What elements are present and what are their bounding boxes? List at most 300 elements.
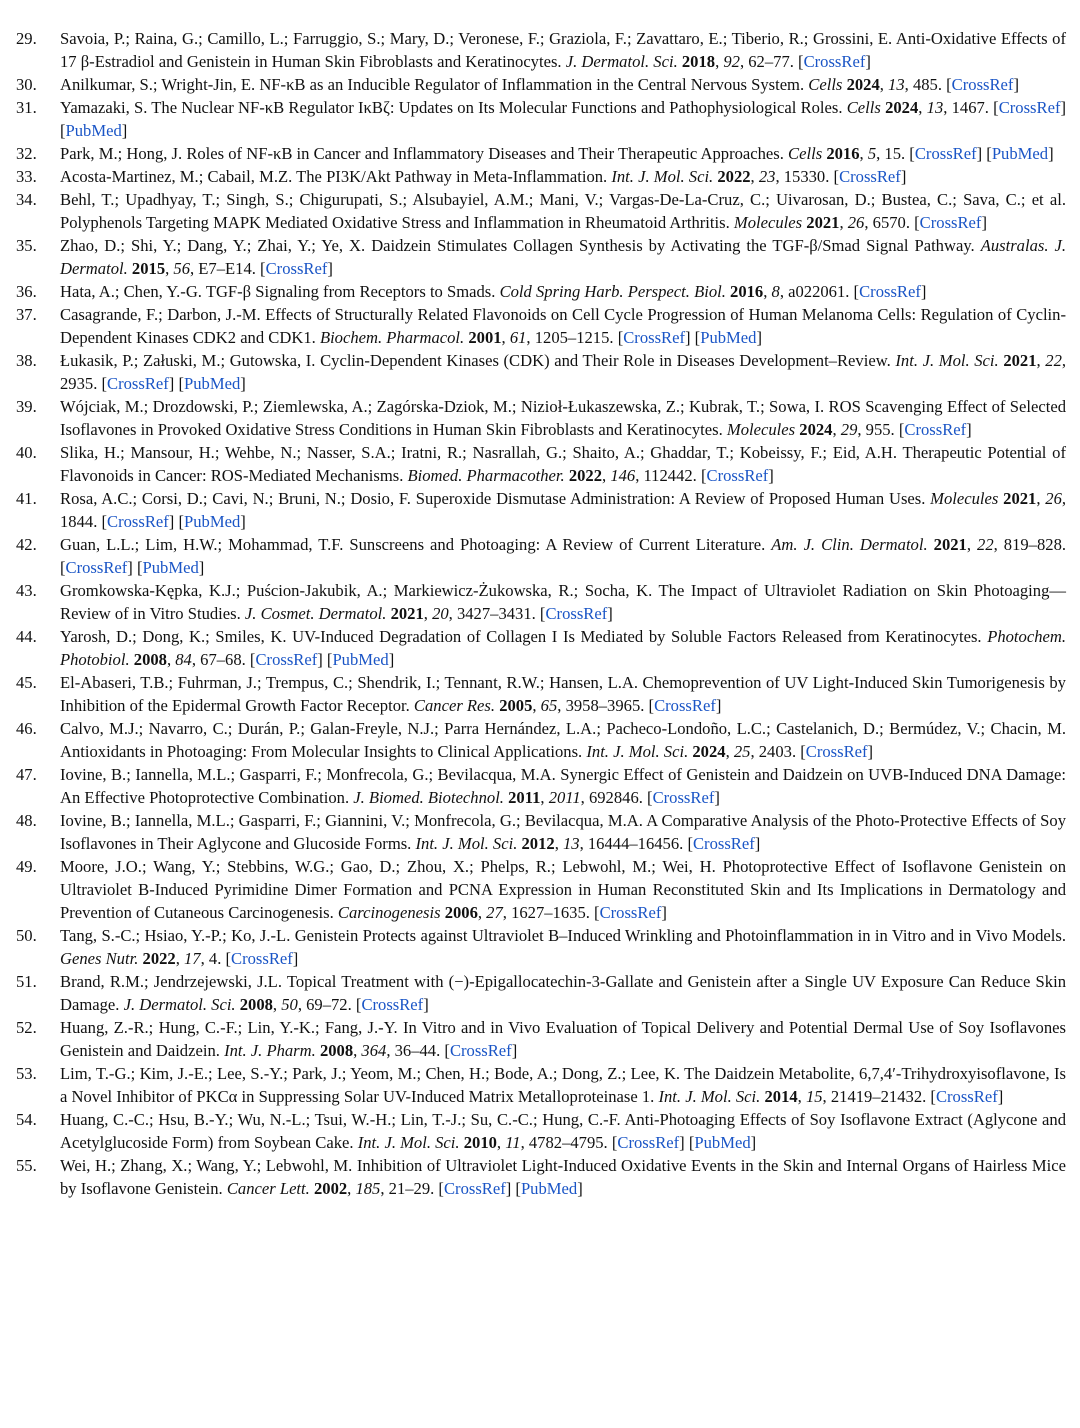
reference-pages: 1467. (951, 98, 989, 117)
crossref-link[interactable]: CrossRef (839, 167, 901, 186)
reference-volume: 25 (733, 742, 751, 761)
reference-pages: 1205–1215. (534, 328, 614, 347)
reference-item (16, 234, 1066, 280)
reference-links: [CrossRef] (535, 604, 613, 623)
reference-pages: 21–29. (388, 1179, 435, 1198)
reference-title: NF-κB as an Inducible Regulator of Inflammation in the Central Nervous System. (259, 75, 805, 94)
pubmed-link[interactable]: PubMed (991, 144, 1049, 163)
crossref-link[interactable]: CrossRef (805, 742, 868, 761)
crossref-link[interactable]: CrossRef (904, 420, 967, 439)
reference-volume: 2011 (548, 788, 581, 807)
reference-year: 2024 (799, 420, 833, 439)
reference-number: 32. (16, 144, 37, 163)
reference-pages: 692846. (588, 788, 643, 807)
reference-number: 42. (16, 535, 37, 554)
reference-volume: 5 (867, 144, 877, 163)
reference-year: 2022 (568, 466, 603, 485)
crossref-link[interactable]: CrossRef (617, 1133, 680, 1152)
reference-journal: Int. J. Mol. Sci. (357, 1133, 460, 1152)
pubmed-link[interactable]: PubMed (332, 650, 389, 669)
reference-journal: J. Cosmet. Dermatol. (244, 604, 387, 623)
crossref-link[interactable]: CrossRef (951, 75, 1014, 94)
reference-journal: J. Biomed. Biotechnol. (353, 788, 504, 807)
reference-journal: Molecules (733, 213, 803, 232)
reference-number: 40. (16, 443, 37, 462)
reference-volume: 29 (840, 420, 858, 439)
reference-volume: 185 (355, 1179, 381, 1198)
reference-item (16, 809, 1066, 855)
reference-title: Polyphenols Targeting MAPK Mediated Oxidative Stress and Inflammation in Rheumatoid Arthritis. (60, 213, 730, 232)
crossref-link[interactable]: CrossRef (361, 995, 424, 1014)
crossref-link[interactable]: CrossRef (919, 213, 982, 232)
reference-volume: 56 (173, 259, 190, 278)
reference-number: 43. (16, 581, 37, 600)
reference-journal: Int. J. Mol. Sci. (895, 351, 999, 370)
reference-body: Rosa, A.C.; Corsi, D.; Cavi, N.; Bruni, N.; Dosio, F. Superoxide Dismutase Administration: A Review of Proposed Human Uses. Molecules 2021, 26, 1844. [CrossRef] [PubMed] (60, 489, 1067, 531)
reference-title: The Daidzein Metabolite, 6,7,4′-Trihydroxyisoflavone, Is a Novel Inhibitor of PKCα in Suppressing Solar UV-Induced Matrix Metalloproteinase 1. (60, 1064, 1066, 1106)
reference-journal: Carcinogenesis (337, 903, 441, 922)
reference-item (16, 73, 1066, 96)
reference-journal: Cancer Lett. (226, 1179, 310, 1198)
reference-body: Casagrande, F.; Darbon, J.-M. Effects of Structurally Related Flavonoids on Cell Cycle Progression of Human Melanoma Cells: Regulation of Cyclin-Dependent Kinases CDK2 and CDK1. Biochem. Pharmacol. 2001, 61, 1205–1215. [CrossRef] [PubMed] (60, 305, 1066, 347)
reference-pages: 15330. (783, 167, 830, 186)
reference-authors: Behl, T.; Upadhyay, T.; Singh, S.; Chigurupati, S.; Alsubayiel, A.M.; Mani, V.; Vargas-De-La-Cruz, C.; Uivarosan, D.; Bustea, C.; Sava, C.; et al. (60, 190, 1066, 209)
reference-item (16, 27, 1066, 73)
reference-year: 2002 (313, 1179, 348, 1198)
reference-year: 2022 (142, 949, 176, 968)
reference-authors: Huang, Z.-R.; Hung, C.-F.; Lin, Y.-K.; Fang, J.-Y. (60, 1018, 398, 1037)
reference-pages: E7–E14. (198, 259, 256, 278)
reference-volume: 364 (361, 1041, 387, 1060)
reference-pages: 3958–3965. (565, 696, 645, 715)
reference-item (16, 1016, 1066, 1062)
reference-number: 36. (16, 282, 37, 301)
reference-links: [CrossRef] [PubMed] (434, 1179, 583, 1198)
reference-journal: Molecules (930, 489, 999, 508)
reference-links: [CrossRef] (941, 75, 1019, 94)
reference-number: 54. (16, 1110, 37, 1129)
reference-volume: 92 (723, 52, 740, 71)
reference-links: [CrossRef] (796, 742, 874, 761)
reference-body: Park, M.; Hong, J. Roles of NF-κB in Cancer and Inflammatory Diseases and Their Therapeutic Approaches. Cells 2016, 5, 15. [CrossRef] [PubMed] (60, 144, 1054, 163)
reference-links: [CrossRef] (926, 1087, 1004, 1106)
reference-pages: 2935. (60, 374, 98, 393)
reference-year: 2024 (846, 75, 880, 94)
reference-item (16, 441, 1066, 487)
reference-pages: 67–68. (200, 650, 246, 669)
reference-journal: Molecules (726, 420, 796, 439)
reference-pages: 112442. (643, 466, 697, 485)
reference-volume: 22 (977, 535, 994, 554)
reference-item (16, 1108, 1066, 1154)
reference-authors: Slika, H.; Mansour, H.; Wehbe, N.; Nasser, S.A.; Iratni, R.; Nasrallah, G.; Shaito, A.; Ghaddar, T.; Kobeissy, F.; Eid, A.H. (60, 443, 898, 462)
reference-links: [CrossRef] [PubMed] (60, 98, 1066, 140)
reference-title: Photoprotective Effect of Isoflavone Genistein on Ultraviolet B-Induced Pyrimidine Dimer Formation and PCNA Expression in Human Reconstituted Skin and Its Implications in Dermatology and Prevention of Cutaneous Carcinogenesis. (60, 857, 1067, 922)
reference-title: The Impact of Ultraviolet Radiation on Skin Photoaging—Review of in Vitro Studies. (60, 581, 1066, 623)
crossref-link[interactable]: CrossRef (65, 558, 128, 577)
reference-year: 2024 (692, 742, 726, 761)
reference-journal: Int. J. Mol. Sci. (658, 1087, 761, 1106)
reference-year: 2021 (1003, 489, 1037, 508)
reference-pages: 4782–4795. (528, 1133, 608, 1152)
reference-volume: 13 (926, 98, 944, 117)
reference-item (16, 533, 1066, 579)
reference-body: Guan, L.L.; Lim, H.W.; Mohammad, T.F. Sunscreens and Photoaging: A Review of Current Literature. Am. J. Clin. Dermatol. 2021, 22, 819–828. [CrossRef] [PubMed] (60, 535, 1067, 577)
reference-number: 31. (16, 98, 37, 117)
reference-pages: 819–828. (1003, 535, 1067, 554)
reference-item (16, 717, 1066, 763)
pubmed-link[interactable]: PubMed (184, 512, 241, 531)
reference-year: 2022 (717, 167, 751, 186)
reference-number: 45. (16, 673, 37, 692)
reference-year: 2001 (468, 328, 502, 347)
pubmed-link[interactable]: PubMed (694, 1133, 751, 1152)
reference-links: [CrossRef] (589, 903, 667, 922)
reference-item (16, 487, 1066, 533)
reference-title: Therapeutic Potential of Flavonoids in Cancer: ROS-Mediated Mechanisms. (60, 443, 1066, 485)
reference-title: Roles of NF-κB in Cancer and Inflammatory Diseases and Their Therapeutic Approaches. (186, 144, 784, 163)
reference-title: Sunscreens and Photoaging: A Review of Current Literature. (349, 535, 766, 554)
reference-body: Yarosh, D.; Dong, K.; Smiles, K. UV-Induced Degradation of Collagen I Is Mediated by Soluble Factors Released from Keratinocytes. Photochem. Photobiol. 2008, 84, 67–68. [CrossRef] [PubMed] (60, 627, 1066, 669)
crossref-link[interactable]: CrossRef (231, 949, 293, 968)
reference-links: [CrossRef] [PubMed] (97, 512, 246, 531)
reference-pages: 21419–21432. (830, 1087, 927, 1106)
reference-links: [CrossRef] (644, 696, 722, 715)
reference-journal: J. Dermatol. Sci. (565, 52, 678, 71)
reference-journal: Int. J. Mol. Sci. (611, 167, 714, 186)
reference-body: Zhao, D.; Shi, Y.; Dang, Y.; Zhai, Y.; Ye, X. Daidzein Stimulates Collagen Synthesis by Activating the TGF-β/Smad Signal Pathway. Australas. J. Dermatol. 2015, 56, E7–E14. [CrossRef] (60, 236, 1066, 278)
reference-number: 50. (16, 926, 37, 945)
reference-body: El-Abaseri, T.B.; Fuhrman, J.; Trempus, C.; Shendrik, I.; Tennant, R.W.; Hansen, L.A. Chemoprevention of UV Light-Induced Skin Tumorigenesis by Inhibition of the Epidermal Growth Factor Receptor. Cancer Res. 2005, 65, 3958–3965. [CrossRef] (60, 673, 1066, 715)
reference-year: 2021 (806, 213, 840, 232)
reference-authors: Lim, T.-G.; Kim, J.-E.; Lee, S.-Y.; Park, J.; Yeom, M.; Chen, H.; Bode, A.; Dong, Z.; Lee, K. (60, 1064, 681, 1083)
reference-number: 48. (16, 811, 37, 830)
reference-links: [CrossRef] [PubMed] (60, 558, 205, 577)
reference-volume: 27 (486, 903, 503, 922)
reference-number: 41. (16, 489, 37, 508)
reference-body: Yamazaki, S. The Nuclear NF-κB Regulator IκBζ: Updates on Its Molecular Functions and Pathophysiological Roles. Cells 2024, 13, 1467. [CrossRef] [PubMed] (60, 98, 1066, 140)
reference-body: Hata, A.; Chen, Y.-G. TGF-β Signaling from Receptors to Smads. Cold Spring Harb. Perspect. Biol. 2016, 8, a022061. [CrossRef] (60, 282, 927, 301)
reference-item (16, 188, 1066, 234)
reference-year: 2008 (319, 1041, 354, 1060)
reference-pages: 2403. (758, 742, 797, 761)
reference-authors: Hata, A.; Chen, Y.-G. (60, 282, 202, 301)
reference-pages: a022061. (788, 282, 850, 301)
reference-links: [CrossRef] (642, 788, 720, 807)
reference-body: Łukasik, P.; Załuski, M.; Gutowska, I. Cyclin-Dependent Kinases (CDK) and Their Role in Diseases Development–Review. Int. J. Mol. Sci. 2021, 22, 2935. [CrossRef] [PubMed] (60, 351, 1067, 393)
reference-item (16, 579, 1066, 625)
reference-body: Wei, H.; Zhang, X.; Wang, Y.; Lebwohl, M. Inhibition of Ultraviolet Light-Induced Oxidative Events in the Skin and Internal Organs of Hairless Mice by Isoflavone Genistein. Cancer Lett. 2002, 185, 21–29. [CrossRef] [PubMed] (60, 1156, 1067, 1198)
reference-volume: 11 (505, 1133, 521, 1152)
crossref-link[interactable]: CrossRef (935, 1087, 998, 1106)
reference-year: 2016 (826, 144, 860, 163)
reference-authors: Łukasik, P.; Załuski, M.; Gutowska, I. (60, 351, 316, 370)
pubmed-link[interactable]: PubMed (142, 558, 199, 577)
reference-item (16, 763, 1066, 809)
reference-year: 2021 (933, 535, 967, 554)
reference-body: Iovine, B.; Iannella, M.L.; Gasparri, F.; Giannini, V.; Monfrecola, G.; Bevilacqua, M.A. A Comparative Analysis of the Photo-Protective Effects of Soy Isoflavones in Their Aglycone and Glucoside Forms. Int. J. Mol. Sci. 2012, 13, 16444–16456. [CrossRef] (60, 811, 1066, 853)
reference-title: The PI3K/Akt Pathway in Meta-Inflammation. (296, 167, 608, 186)
reference-number: 44. (16, 627, 37, 646)
reference-body: Brand, R.M.; Jendrzejewski, J.L. Topical Treatment with (−)-Epigallocatechin-3-Gallate and Genistein after a Single UV Exposure Can Reduce Skin Damage. J. Dermatol. Sci. 2008, 50, 69–72. [CrossRef] (60, 972, 1066, 1014)
reference-body: Anilkumar, S.; Wright-Jin, E. NF-κB as an Inducible Regulator of Inflammation in the Central Nervous System. Cells 2024, 13, 485. [CrossRef] (60, 75, 1019, 94)
reference-links: [CrossRef] (221, 949, 299, 968)
reference-number: 29. (16, 29, 37, 48)
reference-year: 2016 (730, 282, 764, 301)
reference-item (16, 625, 1066, 671)
reference-year: 2008 (133, 650, 167, 669)
reference-title: In Vitro and in Vivo Evaluation of Topical Delivery and Potential Dermal Use of Soy Isoflavones Genistein and Daidzein. (60, 1018, 1066, 1060)
reference-links: [CrossRef] [PubMed] (245, 650, 395, 669)
reference-links: [CrossRef] [PubMed] (607, 1133, 757, 1152)
crossref-link[interactable]: CrossRef (998, 98, 1061, 117)
reference-item (16, 924, 1066, 970)
reference-number: 53. (16, 1064, 37, 1083)
reference-volume: 146 (610, 466, 636, 485)
reference-year: 2010 (463, 1133, 497, 1152)
reference-links: [CrossRef] [PubMed] (97, 374, 246, 393)
reference-authors: Guan, L.L.; Lim, H.W.; Mohammad, T.F. (60, 535, 344, 554)
crossref-link[interactable]: CrossRef (692, 834, 755, 853)
reference-title: The Nuclear NF-κB Regulator IκBζ: Updates on Its Molecular Functions and Pathophysiological Roles. (151, 98, 843, 117)
reference-title: ROS Scavenging Effect of Selected Isoflavones in Provoked Oxidative Stress Conditions in Human Skin Fibroblasts and Keratinocytes. (60, 397, 1066, 439)
reference-body: Wójciak, M.; Drozdowski, P.; Ziemlewska, A.; Zagórska-Dziok, M.; Nizioł-Łukaszewska, Z.; Kubrak, T.; Sowa, I. ROS Scavenging Effect of Selected Isoflavones in Provoked Oxidative Stress Conditions in Human Skin Fibroblasts and Keratinocytes. Molecules 2024, 29, 955. [CrossRef] (60, 397, 1066, 439)
reference-body: Iovine, B.; Iannella, M.L.; Gasparri, F.; Monfrecola, G.; Bevilacqua, M.A. Synergic Effect of Genistein and Daidzein on UVB-Induced DNA Damage: An Effective Photoprotective Combination. J. Biomed. Biotechnol. 2011, 2011, 692846. [CrossRef] (60, 765, 1067, 807)
reference-pages: 69–72. (306, 995, 352, 1014)
reference-authors: Gromkowska-Kępka, K.J.; Puścion-Jakubik, A.; Markiewicz-Żukowska, R.; Socha, K. (60, 581, 653, 600)
reference-body: Huang, Z.-R.; Hung, C.-F.; Lin, Y.-K.; Fang, J.-Y. In Vitro and in Vivo Evaluation of Topical Delivery and Potential Dermal Use of Soy Isoflavones Genistein and Daidzein. Int. J. Pharm. 2008, 364, 36–44. [CrossRef] (60, 1018, 1066, 1060)
reference-number: 38. (16, 351, 37, 370)
reference-links: [CrossRef] [PubMed] (613, 328, 762, 347)
reference-links: [CrossRef] (696, 466, 774, 485)
reference-number: 37. (16, 305, 37, 324)
reference-pages: 62–77. (748, 52, 794, 71)
crossref-link[interactable]: CrossRef (706, 466, 769, 485)
crossref-link[interactable]: CrossRef (654, 696, 716, 715)
reference-body: Calvo, M.J.; Navarro, C.; Durán, P.; Galan-Freyle, N.J.; Parra Hernández, L.A.; Pacheco-Londoño, L.C.; Castelanich, D.; Bermúdez, V.; Chacin, M. Antioxidants in Photoaging: From Molecular Insights to Clinical Applications. Int. J. Mol. Sci. 2024, 25, 2403. [CrossRef] (60, 719, 1066, 761)
reference-title: Anti-Oxidative Effects of 17 β-Estradiol and Genistein in Human Skin Fibroblasts and Keratinocytes. (60, 29, 1066, 71)
reference-links: [CrossRef] (351, 995, 429, 1014)
reference-journal: Am. J. Clin. Dermatol. (771, 535, 928, 554)
reference-body: Acosta-Martinez, M.; Cabail, M.Z. The PI3K/Akt Pathway in Meta-Inflammation. Int. J. Mol. Sci. 2022, 23, 15330. [CrossRef] (60, 167, 907, 186)
reference-authors: Wójciak, M.; Drozdowski, P.; Ziemlewska, A.; Zagórska-Dziok, M.; Nizioł-Łukaszewska, Z.; Kubrak, T.; Sowa, I. (60, 397, 825, 416)
reference-item (16, 395, 1066, 441)
crossref-link[interactable]: CrossRef (265, 259, 328, 278)
crossref-link[interactable]: CrossRef (255, 650, 318, 669)
crossref-link[interactable]: CrossRef (443, 1179, 506, 1198)
reference-item (16, 1062, 1066, 1108)
reference-item (16, 970, 1066, 1016)
reference-volume: 26 (847, 213, 865, 232)
reference-pages: 3427–3431. (456, 604, 536, 623)
reference-authors: Rosa, A.C.; Corsi, D.; Cavi, N.; Bruni, N.; Dosio, F. (60, 489, 411, 508)
reference-year: 2015 (131, 259, 166, 278)
reference-links: [CrossRef] [PubMed] (905, 144, 1054, 163)
reference-journal: Int. J. Mol. Sci. (586, 742, 689, 761)
reference-item (16, 855, 1066, 924)
reference-year: 2018 (681, 52, 716, 71)
reference-links: [CrossRef] (894, 420, 972, 439)
reference-year: 2012 (521, 834, 555, 853)
reference-authors: Brand, R.M.; Jendrzejewski, J.L. (60, 972, 282, 991)
reference-volume: 15 (805, 1087, 823, 1106)
reference-authors: El-Abaseri, T.B.; Fuhrman, J.; Trempus, C.; Shendrik, I.; Tennant, R.W.; Hansen, L.A. (60, 673, 638, 692)
reference-year: 2006 (444, 903, 478, 922)
reference-authors: Yamazaki, S. (60, 98, 148, 117)
reference-links: [CrossRef] (909, 213, 987, 232)
reference-body: Behl, T.; Upadhyay, T.; Singh, S.; Chigurupati, S.; Alsubayiel, A.M.; Mani, V.; Vargas-De-La-Cruz, C.; Uivarosan, D.; Bustea, C.; Sava, C.; et al. Polyphenols Targeting MAPK Mediated Oxidative Stress and Inflammation in Rheumatoid Arthritis. Molecules 2021, 26, 6570. [CrossRef] (60, 190, 1066, 232)
reference-title: Cyclin-Dependent Kinases (CDK) and Their Role in Diseases Development–Review. (320, 351, 891, 370)
reference-journal: Biochem. Pharmacol. (319, 328, 465, 347)
reference-number: 34. (16, 190, 37, 209)
reference-volume: 13 (888, 75, 905, 94)
reference-journal: Biomed. Pharmacother. (407, 466, 565, 485)
reference-title: Anti-Photoaging Effects of Soy Isoflavone Extract (Aglycone and Acetylglucoside Form) from Soybean Cake. (60, 1110, 1066, 1152)
reference-journal: Cancer Res. (413, 696, 496, 715)
reference-volume: 20 (432, 604, 449, 623)
reference-authors: Park, M.; Hong, J. (60, 144, 183, 163)
reference-pages: 16444–16456. (587, 834, 684, 853)
reference-title: Antioxidants in Photoaging: From Molecular Insights to Clinical Applications. (60, 742, 583, 761)
reference-journal: Int. J. Pharm. (224, 1041, 316, 1060)
reference-pages: 955. (865, 420, 895, 439)
reference-item (16, 165, 1066, 188)
pubmed-link[interactable]: PubMed (520, 1179, 578, 1198)
crossref-link[interactable]: CrossRef (599, 903, 662, 922)
reference-item (16, 349, 1066, 395)
reference-year: 2021 (390, 604, 424, 623)
reference-year: 2024 (885, 98, 919, 117)
reference-year: 2021 (1003, 351, 1037, 370)
reference-pages: 15. (884, 144, 906, 163)
pubmed-link[interactable]: PubMed (700, 328, 757, 347)
reference-volume: 50 (281, 995, 298, 1014)
reference-title: Daidzein Stimulates Collagen Synthesis by Activating the TGF-β/Smad Signal Pathway. (371, 236, 975, 255)
crossref-link[interactable]: CrossRef (652, 788, 715, 807)
reference-year: 2011 (508, 788, 541, 807)
reference-links: [CrossRef] (829, 167, 907, 186)
reference-authors: Casagrande, F.; Darbon, J.-M. (60, 305, 261, 324)
reference-volume: 22 (1045, 351, 1062, 370)
crossref-link[interactable]: CrossRef (449, 1041, 512, 1060)
reference-volume: 8 (771, 282, 780, 301)
reference-number: 39. (16, 397, 37, 416)
pubmed-link[interactable]: PubMed (184, 374, 241, 393)
reference-body: Gromkowska-Kępka, K.J.; Puścion-Jakubik, A.; Markiewicz-Żukowska, R.; Socha, K. The Impact of Ultraviolet Radiation on Skin Photoaging—Review of in Vitro Studies. J. Cosmet. Dermatol. 2021, 20, 3427–3431. [CrossRef] (60, 581, 1066, 623)
reference-year: 2014 (764, 1087, 798, 1106)
reference-title: UV-Induced Degradation of Collagen I Is Mediated by Soluble Factors Released from Keratinocytes. (292, 627, 982, 646)
reference-authors: Wei, H.; Zhang, X.; Wang, Y.; Lebwohl, M. (60, 1156, 353, 1175)
reference-pages: 36–44. (394, 1041, 441, 1060)
reference-number: 55. (16, 1156, 37, 1175)
reference-volume: 26 (1045, 489, 1062, 508)
reference-title: Genistein Protects against Ultraviolet B–Induced Wrinkling and Photoinflammation in in Vitro and in Vivo Models. (294, 926, 1066, 945)
reference-authors: Iovine, B.; Iannella, M.L.; Gasparri, F.; Monfrecola, G.; Bevilacqua, M.A. (60, 765, 556, 784)
reference-number: 46. (16, 719, 37, 738)
reference-title: Topical Treatment with (−)-Epigallocatechin-3-Gallate and Genistein after a Single UV Exposure Can Reduce Skin Damage. (60, 972, 1066, 1014)
reference-number: 49. (16, 857, 37, 876)
reference-journal: Cells (788, 144, 823, 163)
reference-authors: Moore, J.O.; Wang, Y.; Stebbins, W.G.; Gao, D.; Zhou, X.; Phelps, R.; Lebwohl, M.; Wei, H. (60, 857, 716, 876)
reference-body: Savoia, P.; Raina, G.; Camillo, L.; Farruggio, S.; Mary, D.; Veronese, F.; Graziola, F.; Zavattaro, E.; Tiberio, R.; Grossini, E. Anti-Oxidative Effects of 17 β-Estradiol and Genistein in Human Skin Fibroblasts and Keratinocytes. J. Dermatol. Sci. 2018, 92, 62–77. [CrossRef] (60, 29, 1066, 71)
reference-body: Lim, T.-G.; Kim, J.-E.; Lee, S.-Y.; Park, J.; Yeom, M.; Chen, H.; Bode, A.; Dong, Z.; Lee, K. The Daidzein Metabolite, 6,7,4′-Trihydroxyisoflavone, Is a Novel Inhibitor of PKCα in Suppressing Solar UV-Induced Matrix Metalloproteinase 1. Int. J. Mol. Sci. 2014, 15, 21419–21432. [CrossRef] (60, 1064, 1066, 1106)
pubmed-link[interactable]: PubMed (65, 121, 122, 140)
reference-body: Moore, J.O.; Wang, Y.; Stebbins, W.G.; Gao, D.; Zhou, X.; Phelps, R.; Lebwohl, M.; Wei, H. Photoprotective Effect of Isoflavone Genistein on Ultraviolet B-Induced Pyrimidine Dimer Formation and PCNA Expression in Human Reconstituted Skin and Its Implications in Dermatology and Prevention of Cutaneous Carcinogenesis. Carcinogenesis 2006, 27, 1627–1635. [CrossRef] (60, 857, 1067, 922)
reference-links: [CrossRef] (440, 1041, 518, 1060)
crossref-link[interactable]: CrossRef (803, 52, 866, 71)
reference-journal: Cold Spring Harb. Perspect. Biol. (499, 282, 726, 301)
reference-pages: 485. (912, 75, 942, 94)
reference-links: [CrossRef] (793, 52, 871, 71)
reference-number: 33. (16, 167, 37, 186)
reference-year: 2008 (239, 995, 273, 1014)
reference-title: A Comparative Analysis of the Photo-Protective Effects of Soy Isoflavones in Their Aglycone and Glucoside Forms. (60, 811, 1066, 853)
reference-title: Chemoprevention of UV Light-Induced Skin Tumorigenesis by Inhibition of the Epidermal Growth Factor Receptor. (60, 673, 1066, 715)
reference-authors: Tang, S.-C.; Hsiao, Y.-P.; Ko, J.-L. (60, 926, 291, 945)
reference-pages: 4. (208, 949, 222, 968)
reference-authors: Acosta-Martinez, M.; Cabail, M.Z. (60, 167, 293, 186)
reference-body: Tang, S.-C.; Hsiao, Y.-P.; Ko, J.-L. Genistein Protects against Ultraviolet B–Induced Wrinkling and Photoinflammation in in Vitro and in Vivo Models. Genes Nutr. 2022, 17, 4. [CrossRef] (60, 926, 1066, 968)
reference-journal: Int. J. Mol. Sci. (415, 834, 518, 853)
reference-title: TGF-β Signaling from Receptors to Smads. (205, 282, 496, 301)
crossref-link[interactable]: CrossRef (545, 604, 608, 623)
reference-year: 2005 (499, 696, 533, 715)
reference-volume: 61 (509, 328, 527, 347)
reference-pages: 6570. (872, 213, 910, 232)
reference-item (16, 1154, 1066, 1200)
reference-volume: 65 (540, 696, 558, 715)
reference-volume: 84 (175, 650, 192, 669)
reference-number: 35. (16, 236, 37, 255)
crossref-link[interactable]: CrossRef (623, 328, 685, 347)
reference-authors: Yarosh, D.; Dong, K.; Smiles, K. (60, 627, 287, 646)
crossref-link[interactable]: CrossRef (107, 512, 169, 531)
reference-pages: 1627–1635. (511, 903, 590, 922)
reference-list (16, 27, 1066, 1200)
reference-title: Inhibition of Ultraviolet Light-Induced Oxidative Events in the Skin and Internal Organs of Hairless Mice by Isoflavone Genistein. (60, 1156, 1067, 1198)
crossref-link[interactable]: CrossRef (859, 282, 921, 301)
crossref-link[interactable]: CrossRef (107, 374, 169, 393)
reference-authors: Huang, C.-C.; Hsu, B.-Y.; Wu, N.-L.; Tsui, W.-H.; Lin, T.-J.; Su, C.-C.; Hung, C.-F. (60, 1110, 621, 1129)
reference-journal: Photochem. Photobiol. (60, 627, 1066, 669)
crossref-link[interactable]: CrossRef (914, 144, 977, 163)
reference-journal: Genes Nutr. (60, 949, 139, 968)
reference-title: Synergic Effect of Genistein and Daidzein on UVB-Induced DNA Damage: An Effective Photoprotective Combination. (60, 765, 1067, 807)
reference-authors: Calvo, M.J.; Navarro, C.; Durán, P.; Galan-Freyle, N.J.; Parra Hernández, L.A.; Pacheco-Londoño, L.C.; Castelanich, D.; Bermúdez, V.; Chacin, M. (60, 719, 1066, 738)
reference-volume: 17 (184, 949, 201, 968)
reference-number: 30. (16, 75, 37, 94)
reference-body: Slika, H.; Mansour, H.; Wehbe, N.; Nasser, S.A.; Iratni, R.; Nasrallah, G.; Shaito, A.; Ghaddar, T.; Kobeissy, F.; Eid, A.H. Therapeutic Potential of Flavonoids in Cancer: ROS-Mediated Mechanisms. Biomed. Pharmacother. 2022, 146, 112442. [CrossRef] (60, 443, 1066, 485)
reference-links: [CrossRef] (683, 834, 761, 853)
reference-journal: Cells (846, 98, 881, 117)
reference-volume: 13 (562, 834, 580, 853)
reference-title: Superoxide Dismutase Administration: A Review of Proposed Human Uses. (415, 489, 926, 508)
reference-item (16, 671, 1066, 717)
reference-volume: 23 (758, 167, 776, 186)
reference-item (16, 142, 1066, 165)
reference-item (16, 303, 1066, 349)
reference-title: Effects of Structurally Related Flavonoids on Cell Cycle Progression of Human Melanoma Cells: Regulation of Cyclin-Dependent Kinases CDK2 and CDK1. (60, 305, 1066, 347)
reference-number: 51. (16, 972, 37, 991)
reference-number: 52. (16, 1018, 37, 1037)
reference-links: [CrossRef] (255, 259, 333, 278)
reference-links: [CrossRef] (849, 282, 927, 301)
reference-journal: Australas. J. Dermatol. (60, 236, 1066, 278)
reference-body: Huang, C.-C.; Hsu, B.-Y.; Wu, N.-L.; Tsui, W.-H.; Lin, T.-J.; Su, C.-C.; Hung, C.-F. Anti-Photoaging Effects of Soy Isoflavone Extract (Aglycone and Acetylglucoside Form) from Soybean Cake. Int. J. Mol. Sci. 2010, 11, 4782–4795. [CrossRef] [PubMed] (60, 1110, 1066, 1152)
reference-item (16, 280, 1066, 303)
reference-item (16, 96, 1066, 142)
reference-authors: Zhao, D.; Shi, Y.; Dang, Y.; Zhai, Y.; Ye, X. (60, 236, 366, 255)
